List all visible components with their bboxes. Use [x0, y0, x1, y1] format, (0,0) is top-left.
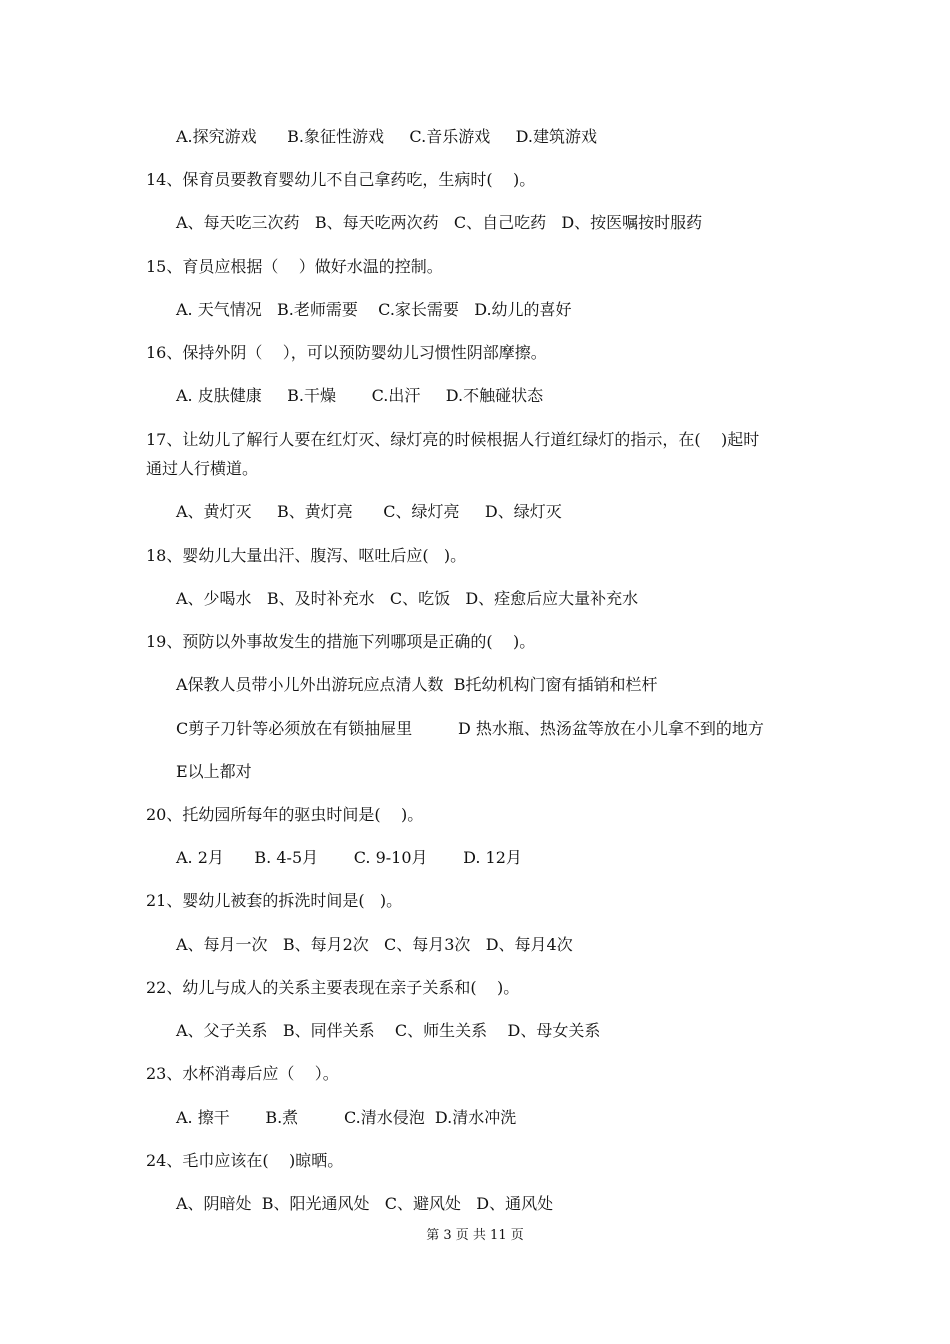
options-19-e: E以上都对: [176, 762, 252, 781]
page-footer: 第 3 页 共 11 页: [426, 1228, 524, 1243]
options-13: A.探究游戏 B.象征性游戏 C.音乐游戏 D.建筑游戏: [176, 127, 597, 146]
question-15: 15、育员应根据（ ）做好水温的控制。: [146, 257, 443, 276]
question-14: 14、保育员要教育婴幼儿不自己拿药吃，生病时( )。: [146, 170, 536, 189]
question-18: 18、婴幼儿大量出汗、腹泻、呕吐后应( )。: [146, 546, 467, 565]
options-15: A. 天气情况 B.老师需要 C.家长需要 D.幼儿的喜好: [176, 300, 572, 319]
question-17-cont: 通过人行横道。: [146, 459, 259, 478]
options-17: A、黄灯灭 B、黄灯亮 C、绿灯亮 D、绿灯灭: [176, 502, 562, 521]
options-16: A. 皮肤健康 B.干燥 C.出汗 D.不触碰状态: [176, 386, 544, 405]
options-21: A、每月一次 B、每月2次 C、每月3次 D、每月4次: [176, 935, 573, 954]
options-18: A、少喝水 B、及时补充水 C、吃饭 D、痊愈后应大量补充水: [176, 589, 639, 608]
question-20: 20、托幼园所每年的驱虫时间是( )。: [146, 805, 424, 824]
options-23: A. 擦干 B.煮 C.清水侵泡 D.清水冲洗: [176, 1108, 517, 1127]
options-19-a: A保教人员带小儿外出游玩应点清人数 B托幼机构门窗有插销和栏杆: [176, 675, 658, 694]
question-23: 23、水杯消毒后应（ ）。: [146, 1064, 339, 1083]
question-22: 22、幼儿与成人的关系主要表现在亲子关系和( )。: [146, 978, 520, 997]
question-17: 17、让幼儿了解行人要在红灯灭、绿灯亮的时候根据人行道红绿灯的指示，在( )起时: [146, 430, 760, 449]
question-24: 24、毛巾应该在( )晾晒。: [146, 1151, 344, 1170]
options-22: A、父子关系 B、同伴关系 C、师生关系 D、母女关系: [176, 1021, 601, 1040]
question-19: 19、预防以外事故发生的措施下列哪项是正确的( )。: [146, 632, 536, 651]
options-24: A、阴暗处 B、阳光通风处 C、避风处 D、通风处: [176, 1194, 554, 1213]
options-14: A、每天吃三次药 B、每天吃两次药 C、自己吃药 D、按医嘱按时服药: [176, 213, 703, 232]
options-20: A. 2月 B. 4-5月 C. 9-10月 D. 12月: [176, 848, 522, 867]
question-21: 21、婴幼儿被套的拆洗时间是( )。: [146, 891, 403, 910]
options-19-c: C剪子刀针等必须放在有锁抽屉里 D 热水瓶、热汤盆等放在小儿拿不到的地方: [176, 719, 764, 738]
question-16: 16、保持外阴（ ），可以预防婴幼儿习惯性阴部摩擦。: [146, 343, 547, 362]
